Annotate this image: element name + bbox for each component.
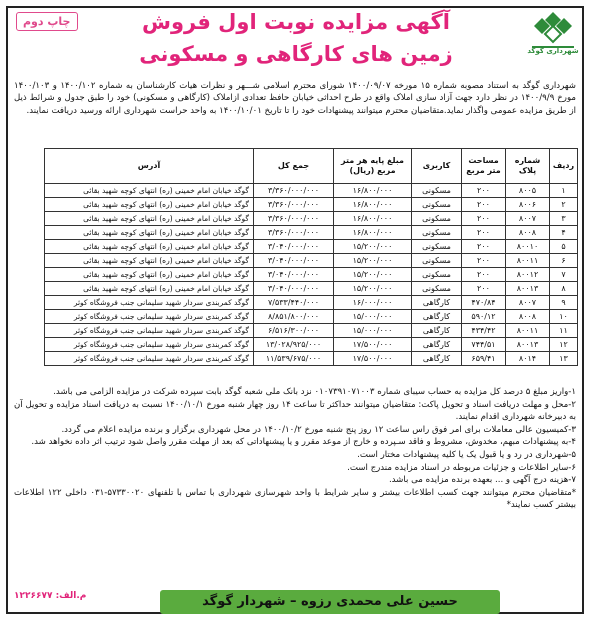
table-cell: ۲۰۰ xyxy=(462,254,506,268)
table-cell: ۷ xyxy=(550,268,578,282)
table-cell: ۱۱/۵۳۹/۶۷۵/۰۰۰ xyxy=(254,352,334,366)
table-cell: ۱۰ xyxy=(550,310,578,324)
table-cell: گوگد کمربندی سردار شهید سلیمانی جنب فروشگاه کوثر xyxy=(45,310,254,324)
table-row xyxy=(45,198,578,212)
condition-item: ۳-کمیسیون عالی معاملات برای امر فوق راس ساعت ۱۲ روز پنج شنبه مورخ ۱۴۰۰/۱۰/۲ در محل شهرداری برگزار و برنده مزایده اعلام می گردد. xyxy=(61,424,576,435)
column-header: ردیف xyxy=(550,149,578,184)
table-cell: ۲ xyxy=(550,198,578,212)
table-cell: ۳/۳۶۰/۰۰۰/۰۰۰ xyxy=(254,212,334,226)
table-cell: ۸۰۰۶ xyxy=(506,198,550,212)
table-cell: ۴۷۰/۸۴ xyxy=(462,296,506,310)
table-cell: گوگد خیابان امام خمینی (ره) انتهای کوچه شهید بقائی xyxy=(45,226,254,240)
table-cell: ۳/۰۴۰/۰۰۰/۰۰۰ xyxy=(254,240,334,254)
table-cell: ۶۵۹/۴۱ xyxy=(462,352,506,366)
table-cell: ۳/۳۶۰/۰۰۰/۰۰۰ xyxy=(254,198,334,212)
column-header: مبلغ پایه هر متر مربع (ریال) xyxy=(334,149,412,184)
table-cell: ۱۶/۸۰۰/۰۰۰ xyxy=(334,226,412,240)
table-row xyxy=(45,282,578,296)
ad-code: م.الف: ۱۲۲۶۶۷۷ xyxy=(14,591,87,601)
table-cell: ۳/۳۶۰/۰۰۰/۰۰۰ xyxy=(254,226,334,240)
table-cell: گوگد کمربندی سردار شهید سلیمانی جنب فروشگاه کوثر xyxy=(45,296,254,310)
table-cell: ۱ xyxy=(550,184,578,198)
table-cell: ۳/۳۶۰/۰۰۰/۰۰۰ xyxy=(254,184,334,198)
table-cell: گوگد خیابان امام خمینی (ره) انتهای کوچه شهید بقائی xyxy=(45,240,254,254)
table-cell: مسکونی xyxy=(412,198,462,212)
table-cell: گوگد کمربندی سردار شهید سلیمانی جنب فروشگاه کوثر xyxy=(45,324,254,338)
table-cell: مسکونی xyxy=(412,184,462,198)
ad-title: آگهی مزایده نوبت اول فروش xyxy=(142,10,450,34)
table-cell: ۸۰۰۷ xyxy=(506,296,550,310)
table-cell: ۵ xyxy=(550,240,578,254)
table-cell: ۱۳/۰۲۸/۹۲۵/۰۰۰ xyxy=(254,338,334,352)
table-row xyxy=(45,338,578,352)
table-cell: ۸۰۰۱۳ xyxy=(506,282,550,296)
condition-item: ۵-شهرداری در رد و یا قبول یک یا کلیه پیشنهادات مختار است. xyxy=(357,449,576,460)
table-cell: ۱۵/۲۰۰/۰۰۰ xyxy=(334,282,412,296)
table-cell: مسکونی xyxy=(412,282,462,296)
table-cell: کارگاهی xyxy=(412,296,462,310)
table-cell: ۸۰۱۴ xyxy=(506,352,550,366)
table-cell: ۲۰۰ xyxy=(462,240,506,254)
table-cell: مسکونی xyxy=(412,212,462,226)
table-cell: ۸۰۰۱۳ xyxy=(506,338,550,352)
table-cell: ۳ xyxy=(550,212,578,226)
table-cell: ۱۶/۸۰۰/۰۰۰ xyxy=(334,212,412,226)
table-cell: ۸۰۰۱۲ xyxy=(506,268,550,282)
table-cell: ۶/۵۱۶/۳۰۰/۰۰۰ xyxy=(254,324,334,338)
table-row xyxy=(45,226,578,240)
column-header: آدرس xyxy=(45,149,254,184)
table-cell: ۸ xyxy=(550,282,578,296)
table-cell: ۲۰۰ xyxy=(462,282,506,296)
table-cell: کارگاهی xyxy=(412,352,462,366)
table-cell: ۱۵/۰۰۰/۰۰۰ xyxy=(334,324,412,338)
table-cell: ۴ xyxy=(550,226,578,240)
table-cell: مسکونی xyxy=(412,254,462,268)
table-cell: ۱۷/۵۰۰/۰۰۰ xyxy=(334,352,412,366)
condition-item: *متقاضیان محترم میتوانند جهت کسب اطلاعات بیشتر و سایر شرایط با واحد شهرسازی شهرداری با تماس با تلفنهای ۵۷۳۳۰۰۲۰-۰۳۱ داخلی ۱۲۲ اطلاعات بیشتر کسب نمایند* xyxy=(14,487,577,511)
intro-paragraph: شهرداری گوگد به استناد مصوبه شماره ۱۵ مورخه ۱۴۰۰/۰۹/۰۷ شورای محترم اسلامی شـــهر و نظرات هیات کارشناسان به شماره ۱۴۰۰/۱۰۲ و ۱۴۰۰/۱۰۳ مورخ ۱۴۰۰/۹/۹ در نظر دارد جهت آزاد سازی املاک واقع در طرح احداثی خیابان حافظ تعدادی ازاملاک (کارگاهی و مسکونی) خود را طبق جدول و شرائط ذیل از طریق مزایده عمومی واگذار نماید.متقاضیان محترم میتوانند پیشنهادات خود را تا تاریخ ۱۴۰۰/۱۰/۰۱ به واحد حراست شهرداری ارائه ورسید دریافت نمایند. xyxy=(14,81,577,116)
table-cell: ۱۵/۰۰۰/۰۰۰ xyxy=(334,310,412,324)
table-cell: ۱۱ xyxy=(550,324,578,338)
column-header: مساحت متر مربع xyxy=(462,149,506,184)
table-cell: ۲۰۰ xyxy=(462,184,506,198)
table-cell: گوگد خیابان امام خمینی (ره) انتهای کوچه شهید بقائی xyxy=(45,198,254,212)
table-cell: ۸۰۰۱۰ xyxy=(506,240,550,254)
table-cell: ۲۰۰ xyxy=(462,198,506,212)
table-cell: ۱۶/۸۰۰/۰۰۰ xyxy=(334,198,412,212)
table-cell: ۱۶/۰۰۰/۰۰۰ xyxy=(334,296,412,310)
condition-item: ۴-به پیشنهادات مبهم، مخدوش، مشروط و فاقد سـپرده و خارج از موعد مقرر و یا پیشنهاداتی که بعد از مهلت مقرر واصل شود ترتیب اثر داده نخواهد شد. xyxy=(31,437,576,448)
table-cell: گوگد خیابان امام خمینی (ره) انتهای کوچه شهید بقائی xyxy=(45,268,254,282)
column-header: کاربری xyxy=(412,149,462,184)
table-cell: گوگد کمربندی سردار شهید سلیمانی جنب فروشگاه کوثر xyxy=(45,338,254,352)
condition-item: ۱-واریز مبلغ ۵ درصد کل مزایده به حساب سیبای شماره ۰۱۰۷۳۹۱۰۷۱۰۰۳ نزد بانک ملی شعبه گوگد بابت سپرده شرکت در مزایده الزامی می باشد. xyxy=(53,387,576,397)
table-row xyxy=(45,324,578,338)
table-cell: ۲۰۰ xyxy=(462,268,506,282)
column-header: جمع کل xyxy=(254,149,334,184)
table-cell: ۸۰۰۱۱ xyxy=(506,324,550,338)
ad-subtitle: زمین های کارگاهی و مسکونی xyxy=(139,42,453,66)
table-cell: ۱۵/۲۰۰/۰۰۰ xyxy=(334,254,412,268)
table-cell: ۱۲ xyxy=(550,338,578,352)
table-cell: ۵۹۰/۱۲ xyxy=(462,310,506,324)
table-cell: ۸۰۰۸ xyxy=(506,226,550,240)
table-cell: ۹ xyxy=(550,296,578,310)
table-cell: ۳/۰۴۰/۰۰۰/۰۰۰ xyxy=(254,254,334,268)
table-cell: ۴۳۴/۴۲ xyxy=(462,324,506,338)
condition-item: ۲-محل و مهلت دریافت اسناد و تحویل پاکت: متقاضیان میتوانند حداکثر تا ساعت ۱۴ روز چهار شنبه مورخ ۱۴۰۰/۱۰/۱ نسبت به دریافت اسناد مزایده و تحویل آن به دبیرخانه شهرداری اقدام نمایند. xyxy=(14,399,576,423)
property-table xyxy=(44,148,578,366)
table-row xyxy=(45,310,578,324)
table-cell: کارگاهی xyxy=(412,310,462,324)
table-cell: ۲۰۰ xyxy=(462,226,506,240)
table-cell: کارگاهی xyxy=(412,324,462,338)
table-cell: گوگد کمربندی سردار شهید سلیمانی جنب فروشگاه کوثر xyxy=(45,352,254,366)
table-cell: گوگد خیابان امام خمینی (ره) انتهای کوچه شهید بقائی xyxy=(45,254,254,268)
table-cell: کارگاهی xyxy=(412,338,462,352)
table-cell: ۱۷/۵۰۰/۰۰۰ xyxy=(334,338,412,352)
table-cell: گوگد خیابان امام خمینی (ره) انتهای کوچه شهید بقائی xyxy=(45,212,254,226)
table-cell: ۸۰۰۵ xyxy=(506,184,550,198)
table-row xyxy=(45,352,578,366)
table-cell: گوگد خیابان امام خمینی (ره) انتهای کوچه شهید بقائی xyxy=(45,184,254,198)
table-cell: ۱۵/۲۰۰/۰۰۰ xyxy=(334,268,412,282)
table-body xyxy=(45,184,578,366)
table-row xyxy=(45,212,578,226)
table-cell: مسکونی xyxy=(412,268,462,282)
table-row xyxy=(45,184,578,198)
table-cell: ۱۵/۲۰۰/۰۰۰ xyxy=(334,240,412,254)
table-cell: ۸/۸۵۱/۸۰۰/۰۰۰ xyxy=(254,310,334,324)
table-row xyxy=(45,268,578,282)
table-cell: ۳/۰۴۰/۰۰۰/۰۰۰ xyxy=(254,282,334,296)
table-header-row xyxy=(45,149,578,184)
table-cell: ۶ xyxy=(550,254,578,268)
column-header: شماره پلاک xyxy=(506,149,550,184)
table-cell: ۱۳ xyxy=(550,352,578,366)
table-cell: ۷/۵۳۳/۴۴۰/۰۰۰ xyxy=(254,296,334,310)
table-cell: ۸۰۰۸ xyxy=(506,310,550,324)
table-cell: ۱۶/۸۰۰/۰۰۰ xyxy=(334,184,412,198)
table-cell: ۸۰۰۷ xyxy=(506,212,550,226)
table-cell: ۷۴۴/۵۱ xyxy=(462,338,506,352)
condition-item: ۷-هزینه درج آگهی و ... بعهده برنده مزایده می باشد. xyxy=(388,475,576,486)
table-cell: مسکونی xyxy=(412,240,462,254)
conditions-list xyxy=(14,386,576,512)
table-row xyxy=(45,296,578,310)
condition-item: ۶-سایر اطلاعات و جزئیات مربوطه در اسناد مزایده مندرج است. xyxy=(347,462,576,473)
table-cell: مسکونی xyxy=(412,226,462,240)
logo-text: شهرداری گوگد xyxy=(527,47,579,55)
table-row xyxy=(45,254,578,268)
table-cell: ۸۰۰۱۱ xyxy=(506,254,550,268)
print-badge: چاپ دوم xyxy=(16,12,78,31)
table-cell: گوگد خیابان امام خمینی (ره) انتهای کوچه شهید بقائی xyxy=(45,282,254,296)
signature-bar: حسین علی محمدی رزوه – شهردار گوگد xyxy=(160,590,500,614)
table-cell: ۲۰۰ xyxy=(462,212,506,226)
table-cell: ۳/۰۴۰/۰۰۰/۰۰۰ xyxy=(254,268,334,282)
table-row xyxy=(45,240,578,254)
